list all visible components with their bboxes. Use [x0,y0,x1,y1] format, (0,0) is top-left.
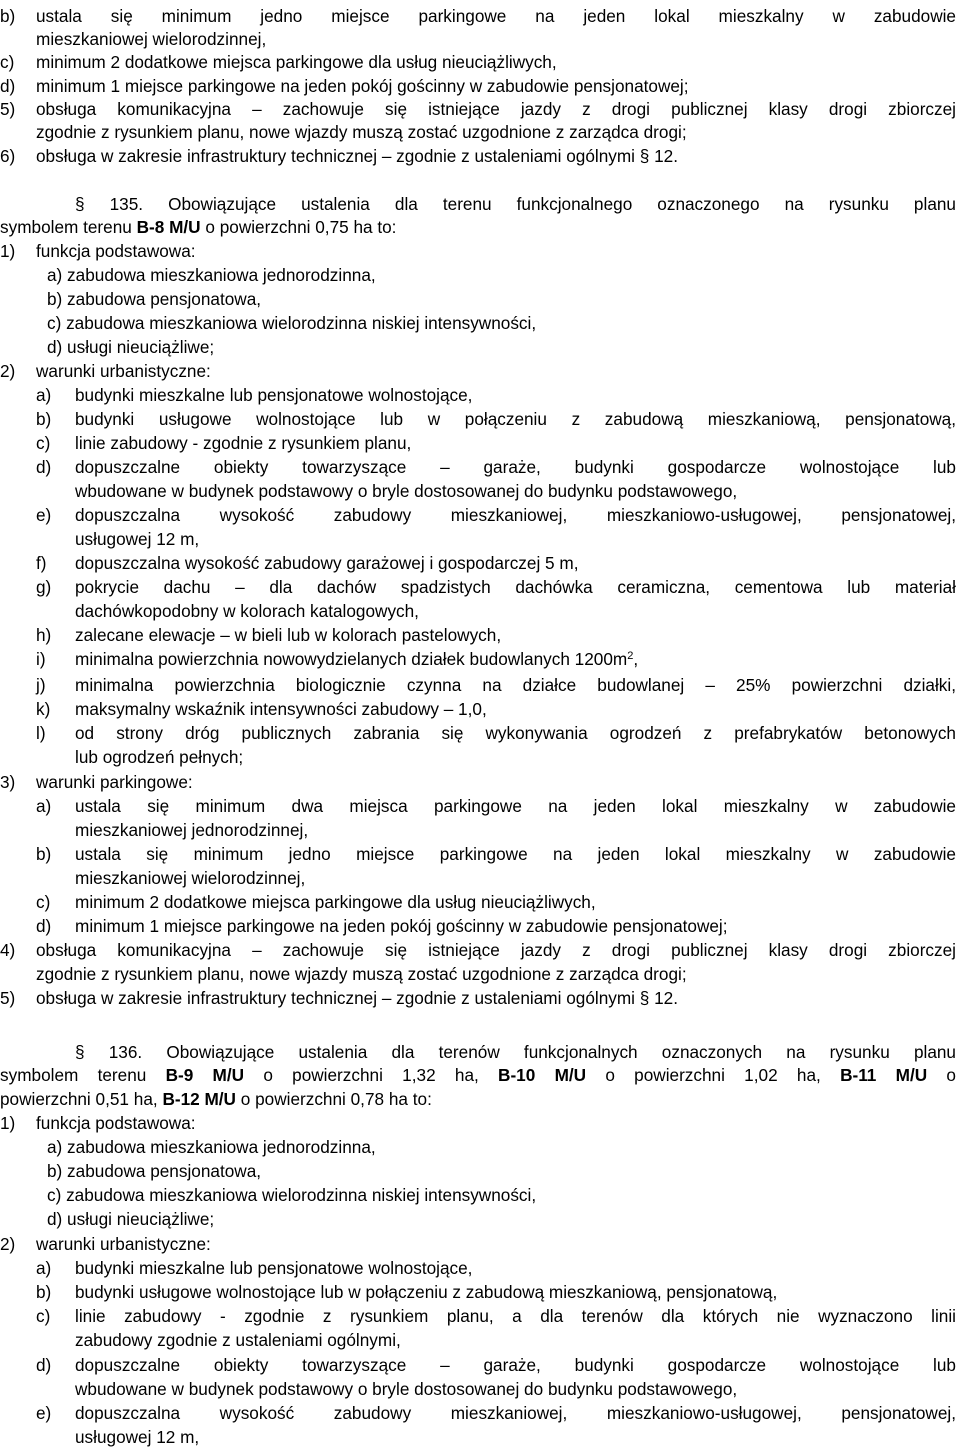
list-marker: d) [36,457,52,477]
text-line [75,746,243,768]
list-marker: c) [36,892,51,912]
line-text: § 136. Obowiązujące ustalenia dla terenów funkcjonalnych oznaczonych na rysunku planu [75,1042,956,1062]
line-text: ustala się minimum jedno miejsce parkingowe na jeden lokal mieszkalny w zabudowie [36,6,956,26]
line-text: o powierzchni 0,75 ha to: [200,217,397,237]
list-marker: 5) [0,99,16,119]
text-line [75,1378,737,1400]
text-line [36,121,687,143]
line-text: a) zabudowa mieszkaniowa jednorodzinna, [47,265,376,285]
list-marker: b) [0,6,16,26]
text-line [36,939,956,961]
line-text: obsługa komunikacyjna – zachowuje się istniejące jazdy z drogi publicznej klasy drogi zbiorczej [36,99,956,119]
text-line [36,75,689,97]
line-text: zgodnie z rysunkiem planu, nowe wjazdy muszą zostać uzgodnione z zarządca drogi; [36,122,687,142]
text-line [75,432,411,454]
text-line [75,193,956,215]
text-line [47,1160,261,1182]
line-text: obsługa w zakresie infrastruktury technicznej – zgodnie z ustaleniami ogólnymi § 12. [36,988,678,1008]
text-line [0,216,396,238]
terrain-symbol: B-8 M/U [136,217,201,237]
text-line [75,1257,472,1279]
line-text: § 135. Obowiązujące ustalenia dla terenu funkcjonalnego oznaczonego na rysunku planu [75,194,956,214]
line-text: o powierzchni 1,02 ha, [586,1065,841,1085]
text-line [36,98,956,120]
text-line [75,456,956,478]
text-line [0,1088,432,1110]
line-text: warunki urbanistyczne: [36,1234,211,1254]
line-text: a) zabudowa mieszkaniowa jednorodzinna, [47,1137,376,1157]
list-marker: f) [36,553,47,573]
line-text: minimum 2 dodatkowe miejsca parkingowe dla usług nieuciążliwych, [36,52,557,72]
line-text: obsługa w zakresie infrastruktury technicznej – zgodnie z ustaleniami ogólnymi § 12. [36,146,678,166]
terrain-symbol: B-10 M/U [498,1065,587,1085]
list-marker: h) [36,625,52,645]
list-marker: b) [36,1282,52,1302]
text-line [36,51,557,73]
text-line [75,552,578,574]
line-text: maksymalny wskaźnik intensywności zabudowy – 1,0, [75,699,487,719]
line-text: lub ogrodzeń pełnych; [75,747,244,767]
list-marker: g) [36,577,52,597]
line-text: pokrycie dachu – dla dachów spadzistych dachówka ceramiczna, cementowa lub materiał [75,577,956,597]
text-line [47,336,214,358]
line-text: ustala się minimum dwa miejsca parkingowe na jeden lokal mieszkalny w zabudowie [75,796,956,816]
line-text: dopuszczalne obiekty towarzyszące – garaże, budynki gospodarcze wolnostojące lub [75,1355,956,1375]
line-text: b) zabudowa pensjonatowa, [47,289,262,309]
list-marker: k) [36,699,51,719]
line-text: usługowej 12 m, [75,1427,200,1447]
line-text: dopuszczalna wysokość zabudowy garażowej i gospodarczej 5 m, [75,553,579,573]
line-text: powierzchni 0,51 ha, [0,1089,163,1109]
line-text: budynki usługowe wolnostojące lub w połączeniu z zabudową mieszkaniową, pensjonatową, [75,1282,778,1302]
text-line [75,528,199,550]
list-marker: 2) [0,361,16,381]
text-line [36,1233,211,1255]
list-marker: b) [36,409,52,429]
line-text: minimalna powierzchnia biologicznie czynna na działce budowlanej – 25% powierzchni działki, [75,675,956,695]
list-marker: a) [36,1258,52,1278]
text-line [75,843,956,865]
text-line [75,698,487,720]
line-text: minimum 2 dodatkowe miejsca parkingowe dla usług nieuciążliwych, [75,892,596,912]
text-line [75,1426,199,1448]
text-line [75,1281,777,1303]
text-line [75,600,419,622]
line-text: zalecane elewacje – w bieli lub w kolorach pastelowych, [75,625,502,645]
text-line [36,145,678,167]
text-line [75,408,956,430]
line-text: minimum 1 miejsce parkingowe na jeden pokój gościnny w zabudowie pensjonatowej; [36,76,689,96]
line-text: zabudowy zgodnie z ustaleniami ogólnymi, [75,1330,401,1350]
line-text: wbudowane w budynek podstawowy o bryle dostosowanej do budynku podstawowego, [75,481,738,501]
line-text: warunki parkingowe: [36,772,193,792]
list-marker: 1) [0,241,16,261]
list-marker: j) [36,675,46,695]
line-text: symbolem terenu [0,1065,166,1085]
text-line [0,1064,956,1086]
text-line [36,963,687,985]
text-line [75,867,305,889]
line-text: linie zabudowy - zgodnie z rysunkiem planu, a dla terenów dla których nie wyznaczono linii [75,1306,956,1326]
line-text: mieszkaniowej wielorodzinnej, [36,29,267,49]
text-line [47,1208,214,1230]
text-line [47,312,536,334]
line-text: linie zabudowy - zgodnie z rysunkiem planu, [75,433,412,453]
line-text: c) zabudowa mieszkaniowa wielorodzinna niskiej intensywności, [47,313,537,333]
text-line [75,624,501,646]
text-line [75,1041,956,1063]
line-text: minimum 1 miejsce parkingowe na jeden pokój gościnny w zabudowie pensjonatowej; [75,916,728,936]
line-text: o powierzchni 0,78 ha to: [235,1089,432,1109]
line-text: budynki usługowe wolnostojące lub w połączeniu z zabudową mieszkaniową, pensjonatową, [75,409,956,429]
terrain-symbol: B-11 M/U [840,1065,928,1085]
text-line [47,1184,536,1206]
text-line [75,384,472,406]
list-marker: l) [36,723,46,743]
list-marker: e) [36,505,52,525]
list-marker: d) [0,76,16,96]
list-marker: d) [36,1355,52,1375]
list-marker: 3) [0,772,16,792]
text-line [75,1402,956,1424]
line-text: c) zabudowa mieszkaniowa wielorodzinna niskiej intensywności, [47,1185,537,1205]
text-line [75,674,956,696]
list-marker: 1) [0,1113,16,1133]
line-text: ustala się minimum jedno miejsce parkingowe na jeden lokal mieszkalny w zabudowie [75,844,956,864]
list-marker: 5) [0,988,16,1008]
line-text: funkcja podstawowa: [36,241,196,261]
text-line [36,240,196,262]
text-line [75,480,737,502]
text-line [36,771,193,793]
text-line [75,819,308,841]
line-text: d) usługi nieuciążliwe; [47,1209,215,1229]
text-line [36,987,678,1009]
list-marker: 2) [0,1234,16,1254]
text-line [47,264,376,286]
text-line [75,648,638,670]
line-text: symbolem terenu [0,217,137,237]
line-text: o powierzchni 1,32 ha, [244,1065,499,1085]
list-marker: c) [36,433,51,453]
text-line [75,504,956,526]
superscript: 2 [627,650,634,662]
list-marker: b) [36,844,52,864]
line-text: usługowej 12 m, [75,529,200,549]
line-tail: , [633,649,639,669]
line-text: dopuszczalne obiekty towarzyszące – garaże, budynki gospodarcze wolnostojące lub [75,457,956,477]
list-marker: a) [36,796,52,816]
line-text: budynki mieszkalne lub pensjonatowe wolnostojące, [75,1258,473,1278]
text-line [75,891,596,913]
line-text: funkcja podstawowa: [36,1113,196,1133]
text-line [36,360,211,382]
line-text: mieszkaniowej jednorodzinnej, [75,820,309,840]
text-line [75,722,956,744]
line-text: budynki mieszkalne lub pensjonatowe wolnostojące, [75,385,473,405]
text-line [36,1112,196,1134]
list-marker: 4) [0,940,16,960]
text-line [36,28,266,50]
line-text: dopuszczalna wysokość zabudowy mieszkaniowej, mieszkaniowo-usługowej, pensjonatowej, [75,1403,956,1423]
text-line [75,1305,956,1327]
line-text: wbudowane w budynek podstawowy o bryle dostosowanej do budynku podstawowego, [75,1379,738,1399]
list-marker: e) [36,1403,52,1423]
line-text: mieszkaniowej wielorodzinnej, [75,868,306,888]
line-text: d) usługi nieuciążliwe; [47,337,215,357]
list-marker: a) [36,385,52,405]
text-line [75,915,728,937]
line-text: dachówkopodobny w kolorach katalogowych, [75,601,419,621]
terrain-symbol: B-9 M/U [165,1065,245,1085]
list-marker: d) [36,916,52,936]
list-marker: 6) [0,146,16,166]
text-line [75,1354,956,1376]
text-line [47,288,261,310]
line-text: zgodnie z rysunkiem planu, nowe wjazdy muszą zostać uzgodnione z zarządca drogi; [36,964,687,984]
text-line [75,1329,401,1351]
line-text: minimalna powierzchnia nowowydzielanych działek budowlanych 1200m [75,649,628,669]
list-marker: c) [0,52,15,72]
terrain-symbol: B-12 M/U [162,1089,236,1109]
text-line [75,576,956,598]
line-text: obsługa komunikacyjna – zachowuje się istniejące jazdy z drogi publicznej klasy drogi zbiorczej [36,940,956,960]
text-line [36,5,956,27]
list-marker: c) [36,1306,51,1326]
text-line [47,1136,376,1158]
line-text: o [927,1065,956,1085]
line-text: od strony dróg publicznych zabrania się wykonywania ogrodzeń z prefabrykatów betonowych [75,723,956,743]
line-text: warunki urbanistyczne: [36,361,211,381]
text-line [75,795,956,817]
list-marker: i) [36,649,46,669]
line-text: dopuszczalna wysokość zabudowy mieszkaniowej, mieszkaniowo-usługowej, pensjonatowej, [75,505,956,525]
line-text: b) zabudowa pensjonatowa, [47,1161,262,1181]
